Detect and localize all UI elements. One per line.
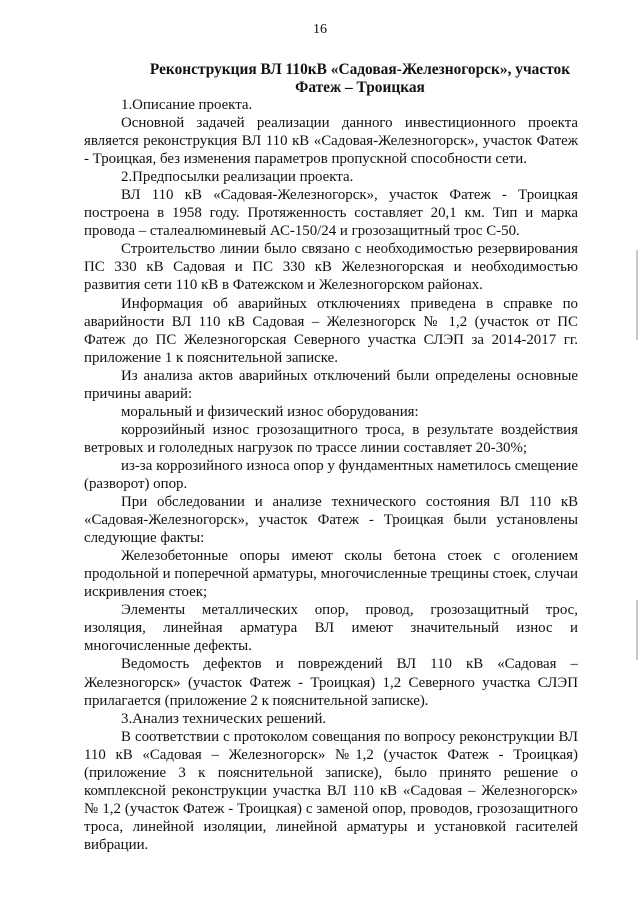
section-heading-analysis: 3.Анализ технических решений.	[121, 710, 327, 727]
paragraph-defect-list: Ведомость дефектов и повреждений ВЛ 110 кВ «Садовая – Железногорск» (участок Фатеж - Троицкая) 1,2 Северного участка СЛЭП прилагается (приложение 2 к пояснительной записке).	[84, 656, 578, 709]
document-body	[84, 96, 578, 854]
paragraph-support-displacement: из-за коррозийного износа опор у фундаментных наметилось смещение (разворот) опор.	[84, 457, 578, 492]
section-heading-description: 1.Описание проекта.	[121, 97, 253, 113]
page-number: 16	[313, 22, 327, 37]
paragraph-cable-corrosion: коррозийный износ грозозащитного троса, в результате воздействия ветровых и гололедных нагрузок по трассе линии составляет 20-30%;	[84, 421, 578, 456]
document-title-line-2: Фатеж – Троицкая	[295, 79, 425, 96]
paragraph-metal-elements: Элементы металлических опор, провод, грозозащитный трос, изоляция, линейная арматура ВЛ имеют значительный износ и многочисленные дефекты.	[84, 602, 578, 655]
paragraph-inspection: При обследовании и анализе технического состояния ВЛ 110 кВ «Садовая-Железногорск», участок Фатеж - Троицкая были установлены следующие факты:	[84, 494, 578, 547]
paragraph-wear: моральный и физический износ оборудования:	[121, 403, 419, 420]
scan-edge-mark-top	[636, 250, 638, 340]
paragraph-construction-reason: Строительство линии было связано с необходимостью резервирования ПС 330 кВ Садовая и ПС 330 кВ Железногорская и необходимостью развития сети 110 кВ в Фатежском и Железногорском районах.	[84, 241, 578, 294]
paragraph-outage-info: Информация об аварийных отключениях приведена в справке по аварийности ВЛ 110 кВ Садовая – Железногорск № 1,2 (участок от ПС Фатеж до ПС Железногорская Северного участка СЛЭП за 2014-2017 гг. приложение 1 к пояснительной записке.	[84, 295, 578, 366]
paragraph-line-built: ВЛ 110 кВ «Садовая-Железногорск», участок Фатеж - Троицкая построена в 1958 году. Протяженность составляет 20,1 км. Тип и марка провода – сталеалюминевый АС-150/24 и грозозащитный трос С-50.	[84, 187, 578, 240]
paragraph-accident-causes: Из анализа актов аварийных отключений были определены основные причины аварий:	[84, 367, 578, 402]
section-heading-prerequisites: 2.Предпосылки реализации проекта.	[121, 169, 354, 186]
document-title	[100, 61, 620, 97]
paragraph-main-goal: Основной задачей реализации данного инвестиционного проекта является реконструкция ВЛ 110 кВ «Садовая-Железногорск», участок Фатеж - Троицкая, без изменения параметров пропускной способности сети.	[84, 115, 578, 168]
paragraph-concrete-supports: Железобетонные опоры имеют сколы бетона стоек с оголением продольной и поперечной арматуры, многочисленные трещины стоек, случаи искривления стоек;	[84, 548, 578, 601]
scan-edge-mark-bottom	[636, 600, 638, 660]
paragraph-decision: В соответствии с протоколом совещания по вопросу реконструкции ВЛ 110 кВ «Садовая – Железногорск» №1,2 (участок Фатеж - Троицкая) (приложение 3 к пояснительной записке), было принято решение о комплексной реконструкции участка ВЛ 110 кВ «Садовая – Железногорск» № 1,2 (участок Фатеж - Троицкая) с заменой опор, проводов, грозозащитного троса, линейной изоляции, линейной арматуры и установкой гасителей вибрации.	[84, 728, 578, 853]
document-title-line-1: Реконструкция ВЛ 110кВ «Садовая-Железногорск», участок	[149, 61, 571, 78]
